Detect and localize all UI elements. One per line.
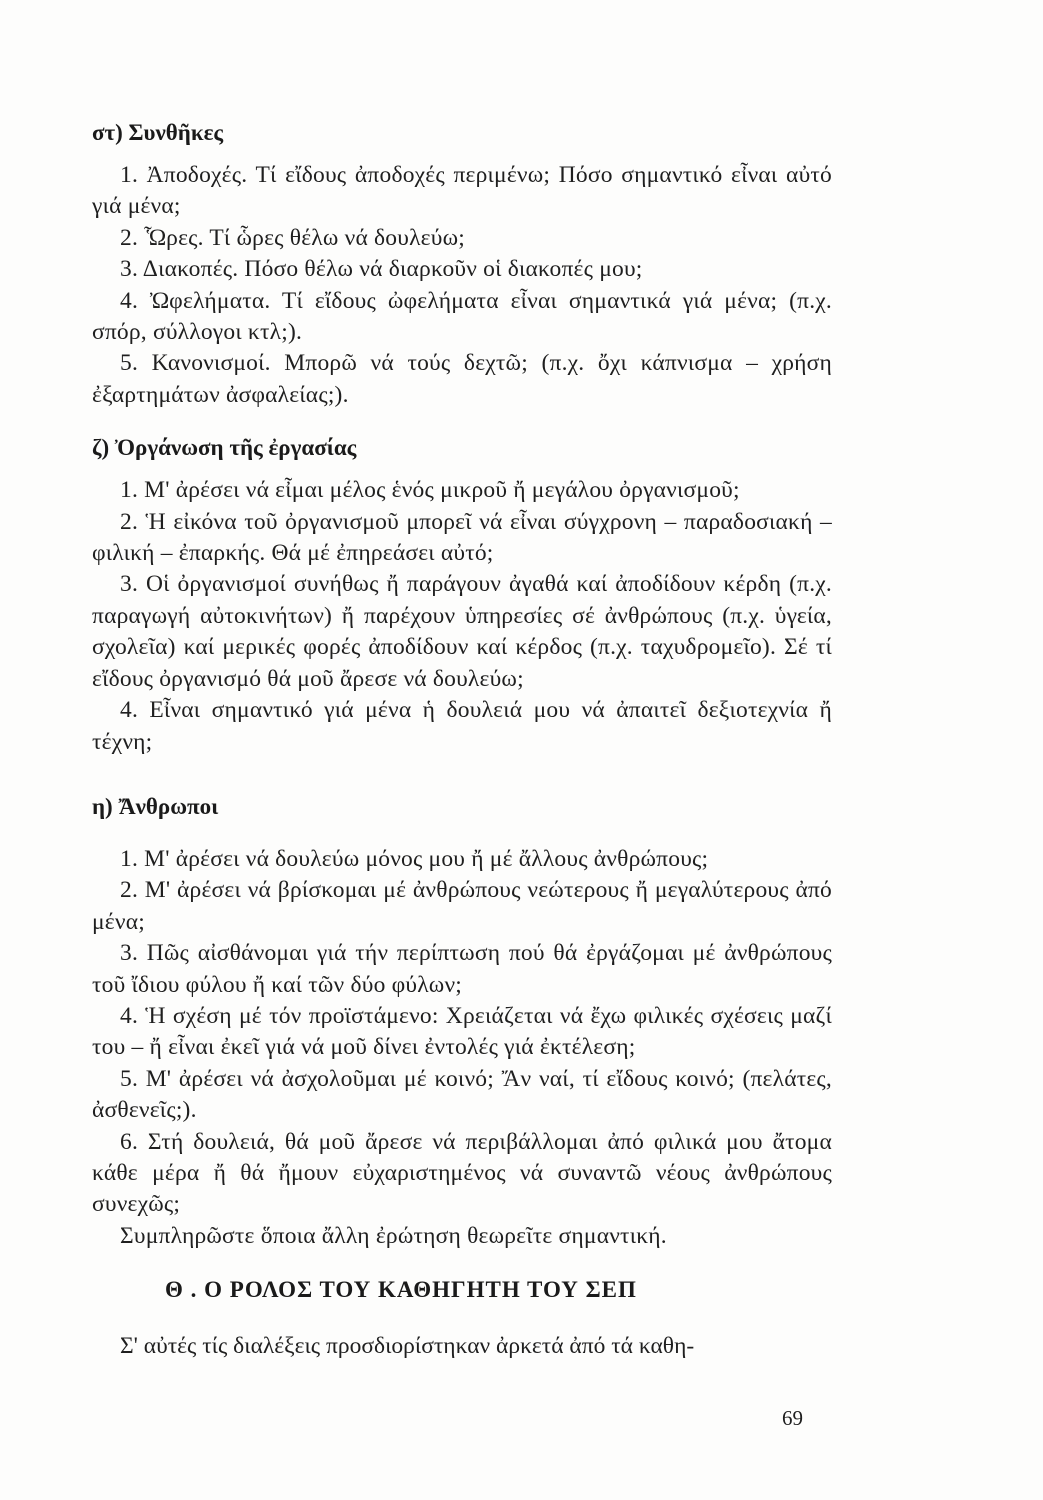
page-number: 69 <box>782 1406 803 1430</box>
conditions-item-1: 1. Ἀποδοχές. Τί εἴδους ἀποδοχές περιμένω; Πόσο σημαντικό εἶναι αὐτό γιά μένα; <box>92 162 832 220</box>
chapter-intro-line: Σ' αὐτές τίς διαλέξεις προσδιορίστηκαν ἀρκετά ἀπό τά καθη- <box>120 1333 695 1359</box>
people-item-closing: Συμπληρῶστε ὅποια ἄλλη ἐρώτηση θεωρεῖτε σημαντική. <box>120 1222 667 1249</box>
chapter-title: Θ . Ο ΡΟΛΟΣ ΤΟΥ ΚΑΘΗΓΗΤΗ ΤΟΥ ΣΕΠ <box>165 1277 637 1302</box>
organization-item-1: 1. Μ' ἀρέσει νά εἶμαι μέλος ἑνός μικροῦ ἤ μεγάλου ὀργανισμοῦ; <box>120 477 740 504</box>
people-item-3: 3. Πῶς αἰσθάνομαι γιά τήν περίπτωση πού θά ἐργάζομαι μέ ἀνθρώπους τοῦ ἴδιου φύλου ἤ καί τῶν δύο φύλων; <box>92 940 832 998</box>
conditions-item-4: 4. Ὠφελήματα. Τί εἴδους ὠφελήματα εἶναι σημαντικά γιά μένα; (π.χ. σπόρ, σύλλογοι κτλ;). <box>92 287 832 346</box>
conditions-item-5: 5. Κανονισμοί. Μπορῶ νά τούς δεχτῶ; (π.χ. ὄχι κάπνισμα – χρήση ἐξαρτημάτων ἀσφαλείας;). <box>92 350 832 408</box>
organization-item-2: 2. Ἡ εἰκόνα τοῦ ὀργανισμοῦ μπορεῖ νά εἶναι σύγχρονη – παραδοσιακή – φιλική – ἐπαρκής. Θά μέ ἐπηρεάσει αὐτό; <box>92 508 832 567</box>
people-item-4: 4. Ἡ σχέση μέ τόν προϊστάμενο: Χρειάζεται νά ἔχω φιλικές σχέσεις μαζί του – ἤ εἶναι ἐκεῖ γιά νά μοῦ δίνει ἐντολές γιά ἐκτέλεση; <box>92 1002 832 1061</box>
people-item-2: 2. Μ' ἀρέσει νά βρίσκομαι μέ ἀνθρώπους νεώτερους ἤ μεγαλύτερους ἀπό μένα; <box>92 877 832 935</box>
conditions-item-2: 2. Ὧρες. Τί ὧρες θέλω νά δουλεύω; <box>120 224 465 251</box>
people-item-5: 5. Μ' ἀρέσει νά ἀσχολοῦμαι μέ κοινό; Ἄν ναί, τί εἴδους κοινό; (πελάτες, ἀσθενεῖς;). <box>92 1065 832 1124</box>
organization-item-4: 4. Εἶναι σημαντικό γιά μένα ἡ δουλειά μου νά ἀπαιτεῖ δεξιοτεχνία ἤ τέχνη; <box>92 697 832 755</box>
people-item-6: 6. Στή δουλειά, θά μοῦ ἄρεσε νά περιβάλλομαι ἀπό φιλικά μου ἄτομα κάθε μέρα ἤ θά ἤμουν εὐχαριστημένος νά συναντῶ νέους ἀνθρώπους συνεχῶς; <box>92 1128 832 1218</box>
section-heading-organization: ζ) Ὀργάνωση τῆς ἐργασίας <box>92 435 357 461</box>
people-item-1: 1. Μ' ἀρέσει νά δουλεύω μόνος μου ἤ μέ ἄλλους ἀνθρώπους; <box>120 845 709 872</box>
conditions-item-3: 3. Διακοπές. Πόσο θέλω νά διαρκοῦν οἱ διακοπές μου; <box>120 256 643 283</box>
main-text <box>92 118 832 1252</box>
section-heading-people: η) Ἄνθρωποι <box>92 793 219 819</box>
section-heading-conditions: στ) Συνθῆκες <box>92 120 224 145</box>
organization-item-3: 3. Οἱ ὀργανισμοί συνήθως ἤ παράγουν ἀγαθά καί ἀποδίδουν κέρδη (π.χ. παραγωγή αὐτοκινήτων) ἤ παρέχουν ὑπηρεσίες σέ ἀνθρώπους (π.χ. ὑγεία, σχολεῖα) καί μερικές φορές ἀποδίδουν καί κέρδος (π.χ. ταχυδρομεῖο). Σέ τί εἴδους ὀργανισμό θά μοῦ ἄρεσε νά δουλεύω; <box>92 571 832 692</box>
